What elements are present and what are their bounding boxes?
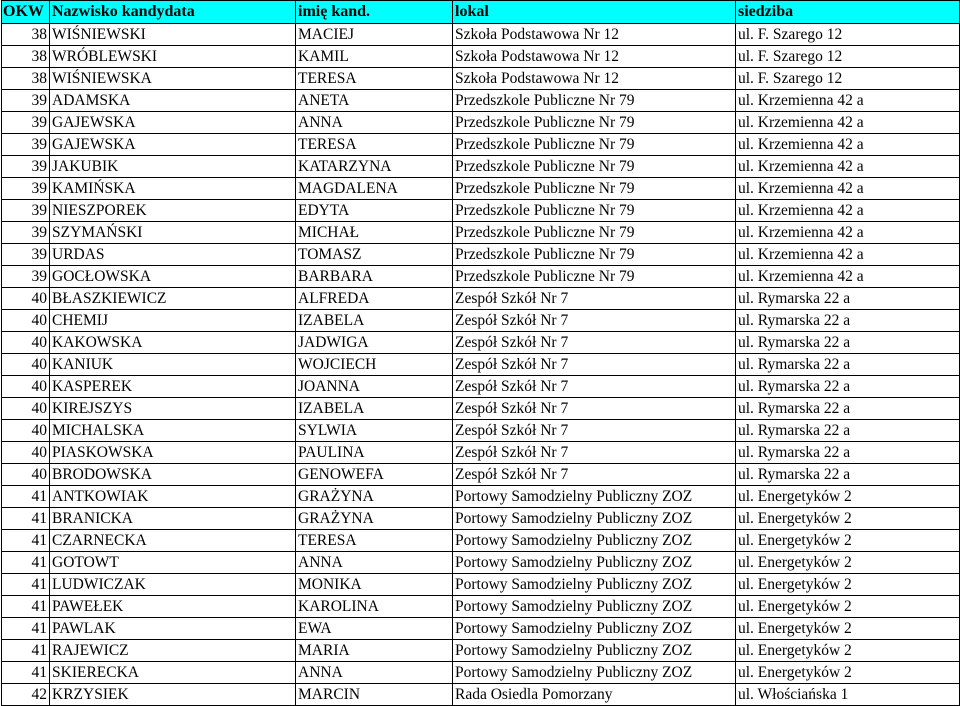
cell-siedziba: ul. Rymarska 22 a (736, 332, 960, 354)
cell-siedziba: ul. Krzemienna 42 a (736, 156, 960, 178)
table-row (2, 574, 960, 596)
cell-nazwisko: WIŚNIEWSKA (50, 68, 296, 90)
cell-siedziba: ul. Energetyków 2 (736, 574, 960, 596)
header-okw: OKW (2, 1, 50, 24)
cell-nazwisko: PAWLAK (50, 618, 296, 640)
cell-lokal: Przedszkole Publiczne Nr 79 (453, 222, 736, 244)
table-row (2, 90, 960, 112)
cell-siedziba: ul. Energetyków 2 (736, 486, 960, 508)
cell-siedziba: ul. Krzemienna 42 a (736, 178, 960, 200)
cell-lokal: Zespół Szkół Nr 7 (453, 464, 736, 486)
cell-lokal: Portowy Samodzielny Publiczny ZOZ (453, 508, 736, 530)
cell-siedziba: ul. Energetyków 2 (736, 596, 960, 618)
cell-imie: JOANNA (296, 376, 453, 398)
cell-siedziba: ul. Krzemienna 42 a (736, 266, 960, 288)
cell-okw: 39 (2, 90, 50, 112)
table-row (2, 508, 960, 530)
cell-lokal: Zespół Szkół Nr 7 (453, 376, 736, 398)
table-row (2, 376, 960, 398)
cell-okw: 39 (2, 134, 50, 156)
cell-lokal: Przedszkole Publiczne Nr 79 (453, 200, 736, 222)
cell-okw: 38 (2, 46, 50, 68)
cell-lokal: Przedszkole Publiczne Nr 79 (453, 90, 736, 112)
cell-okw: 41 (2, 486, 50, 508)
cell-nazwisko: NIESZPOREK (50, 200, 296, 222)
cell-nazwisko: ANTKOWIAK (50, 486, 296, 508)
cell-lokal: Szkoła Podstawowa Nr 12 (453, 46, 736, 68)
cell-lokal: Zespół Szkół Nr 7 (453, 420, 736, 442)
cell-okw: 39 (2, 266, 50, 288)
cell-okw: 40 (2, 398, 50, 420)
table-row (2, 288, 960, 310)
table-row (2, 662, 960, 684)
cell-nazwisko: SZYMAŃSKI (50, 222, 296, 244)
cell-lokal: Zespół Szkół Nr 7 (453, 310, 736, 332)
cell-imie: GRAŻYNA (296, 486, 453, 508)
cell-okw: 41 (2, 596, 50, 618)
header-imie: imię kand. (296, 1, 453, 24)
cell-nazwisko: RAJEWICZ (50, 640, 296, 662)
cell-lokal: Zespół Szkół Nr 7 (453, 442, 736, 464)
table-row (2, 310, 960, 332)
cell-okw: 39 (2, 156, 50, 178)
cell-imie: TERESA (296, 134, 453, 156)
table-row (2, 112, 960, 134)
cell-siedziba: ul. Energetyków 2 (736, 530, 960, 552)
cell-imie: MICHAŁ (296, 222, 453, 244)
table-body (2, 24, 960, 706)
cell-lokal: Portowy Samodzielny Publiczny ZOZ (453, 486, 736, 508)
cell-lokal: Przedszkole Publiczne Nr 79 (453, 156, 736, 178)
cell-lokal: Zespół Szkół Nr 7 (453, 398, 736, 420)
cell-imie: GRAŻYNA (296, 508, 453, 530)
cell-siedziba: ul. Krzemienna 42 a (736, 244, 960, 266)
cell-siedziba: ul. Rymarska 22 a (736, 354, 960, 376)
cell-nazwisko: WIŚNIEWSKI (50, 24, 296, 46)
cell-nazwisko: CHEMIJ (50, 310, 296, 332)
cell-siedziba: ul. Krzemienna 42 a (736, 134, 960, 156)
cell-siedziba: ul. Energetyków 2 (736, 618, 960, 640)
cell-nazwisko: WRÓBLEWSKI (50, 46, 296, 68)
cell-okw: 40 (2, 442, 50, 464)
cell-lokal: Przedszkole Publiczne Nr 79 (453, 112, 736, 134)
table-row (2, 420, 960, 442)
cell-nazwisko: BRODOWSKA (50, 464, 296, 486)
table-row (2, 134, 960, 156)
candidates-table (1, 0, 960, 706)
table-row (2, 530, 960, 552)
cell-imie: ANNA (296, 112, 453, 134)
table-row (2, 354, 960, 376)
cell-siedziba: ul. Rymarska 22 a (736, 464, 960, 486)
table-row (2, 24, 960, 46)
table-row (2, 398, 960, 420)
cell-nazwisko: GOCŁOWSKA (50, 266, 296, 288)
cell-nazwisko: KASPEREK (50, 376, 296, 398)
cell-okw: 40 (2, 464, 50, 486)
cell-okw: 42 (2, 684, 50, 706)
cell-imie: WOJCIECH (296, 354, 453, 376)
table-row (2, 68, 960, 90)
cell-nazwisko: KRZYSIEK (50, 684, 296, 706)
cell-siedziba: ul. Energetyków 2 (736, 552, 960, 574)
cell-okw: 38 (2, 24, 50, 46)
cell-imie: MARCIN (296, 684, 453, 706)
cell-okw: 41 (2, 662, 50, 684)
table-row (2, 640, 960, 662)
cell-imie: KAROLINA (296, 596, 453, 618)
table-row (2, 552, 960, 574)
cell-imie: ANNA (296, 662, 453, 684)
cell-siedziba: ul. Rymarska 22 a (736, 420, 960, 442)
table-row (2, 684, 960, 706)
cell-imie: ALFREDA (296, 288, 453, 310)
cell-siedziba: ul. Energetyków 2 (736, 640, 960, 662)
cell-siedziba: ul. F. Szarego 12 (736, 46, 960, 68)
cell-nazwisko: PAWEŁEK (50, 596, 296, 618)
cell-imie: ANNA (296, 552, 453, 574)
cell-nazwisko: BRANICKA (50, 508, 296, 530)
table-row (2, 222, 960, 244)
cell-siedziba: ul. Włościańska 1 (736, 684, 960, 706)
cell-nazwisko: KAKOWSKA (50, 332, 296, 354)
cell-imie: KAMIL (296, 46, 453, 68)
cell-okw: 41 (2, 618, 50, 640)
cell-okw: 40 (2, 310, 50, 332)
cell-lokal: Przedszkole Publiczne Nr 79 (453, 134, 736, 156)
table-row (2, 332, 960, 354)
table-row (2, 178, 960, 200)
cell-siedziba: ul. Rymarska 22 a (736, 442, 960, 464)
cell-okw: 39 (2, 200, 50, 222)
cell-nazwisko: URDAS (50, 244, 296, 266)
cell-siedziba: ul. Rymarska 22 a (736, 310, 960, 332)
cell-imie: EDYTA (296, 200, 453, 222)
header-lokal: lokal (453, 1, 736, 24)
table-row (2, 486, 960, 508)
cell-imie: JADWIGA (296, 332, 453, 354)
cell-nazwisko: GOTOWT (50, 552, 296, 574)
table-row (2, 244, 960, 266)
cell-lokal: Zespół Szkół Nr 7 (453, 332, 736, 354)
cell-okw: 41 (2, 640, 50, 662)
cell-imie: MACIEJ (296, 24, 453, 46)
cell-lokal: Przedszkole Publiczne Nr 79 (453, 266, 736, 288)
cell-lokal: Rada Osiedla Pomorzany (453, 684, 736, 706)
cell-lokal: Przedszkole Publiczne Nr 79 (453, 178, 736, 200)
cell-siedziba: ul. F. Szarego 12 (736, 68, 960, 90)
cell-siedziba: ul. Rymarska 22 a (736, 288, 960, 310)
cell-imie: IZABELA (296, 398, 453, 420)
cell-nazwisko: KANIUK (50, 354, 296, 376)
cell-siedziba: ul. Krzemienna 42 a (736, 90, 960, 112)
cell-nazwisko: KIREJSZYS (50, 398, 296, 420)
cell-imie: ANETA (296, 90, 453, 112)
cell-okw: 40 (2, 288, 50, 310)
cell-imie: PAULINA (296, 442, 453, 464)
cell-nazwisko: JAKUBIK (50, 156, 296, 178)
cell-lokal: Portowy Samodzielny Publiczny ZOZ (453, 596, 736, 618)
cell-lokal: Zespół Szkół Nr 7 (453, 354, 736, 376)
cell-imie: GENOWEFA (296, 464, 453, 486)
header-nazwisko: Nazwisko kandydata (50, 1, 296, 24)
cell-okw: 39 (2, 178, 50, 200)
table-row (2, 442, 960, 464)
table-row (2, 46, 960, 68)
cell-imie: IZABELA (296, 310, 453, 332)
cell-imie: MONIKA (296, 574, 453, 596)
cell-lokal: Portowy Samodzielny Publiczny ZOZ (453, 640, 736, 662)
cell-okw: 41 (2, 574, 50, 596)
table-row (2, 618, 960, 640)
cell-siedziba: ul. Energetyków 2 (736, 508, 960, 530)
cell-imie: KATARZYNA (296, 156, 453, 178)
table-row (2, 266, 960, 288)
cell-okw: 41 (2, 530, 50, 552)
cell-lokal: Portowy Samodzielny Publiczny ZOZ (453, 530, 736, 552)
cell-nazwisko: ADAMSKA (50, 90, 296, 112)
cell-lokal: Szkoła Podstawowa Nr 12 (453, 24, 736, 46)
cell-lokal: Zespół Szkół Nr 7 (453, 288, 736, 310)
cell-lokal: Portowy Samodzielny Publiczny ZOZ (453, 552, 736, 574)
cell-siedziba: ul. Rymarska 22 a (736, 376, 960, 398)
cell-okw: 40 (2, 332, 50, 354)
cell-okw: 39 (2, 222, 50, 244)
cell-nazwisko: KAMIŃSKA (50, 178, 296, 200)
cell-nazwisko: GAJEWSKA (50, 134, 296, 156)
table-header-row (2, 1, 960, 24)
cell-lokal: Portowy Samodzielny Publiczny ZOZ (453, 618, 736, 640)
cell-okw: 39 (2, 112, 50, 134)
table-row (2, 464, 960, 486)
table-row (2, 200, 960, 222)
cell-siedziba: ul. F. Szarego 12 (736, 24, 960, 46)
cell-lokal: Szkoła Podstawowa Nr 12 (453, 68, 736, 90)
header-siedziba: siedziba (736, 1, 960, 24)
cell-okw: 40 (2, 376, 50, 398)
cell-lokal: Portowy Samodzielny Publiczny ZOZ (453, 662, 736, 684)
cell-imie: TOMASZ (296, 244, 453, 266)
table-row (2, 156, 960, 178)
cell-lokal: Przedszkole Publiczne Nr 79 (453, 244, 736, 266)
cell-nazwisko: LUDWICZAK (50, 574, 296, 596)
cell-imie: SYLWIA (296, 420, 453, 442)
cell-imie: EWA (296, 618, 453, 640)
cell-okw: 38 (2, 68, 50, 90)
cell-lokal: Portowy Samodzielny Publiczny ZOZ (453, 574, 736, 596)
cell-imie: TERESA (296, 68, 453, 90)
cell-imie: BARBARA (296, 266, 453, 288)
cell-okw: 41 (2, 508, 50, 530)
cell-okw: 40 (2, 354, 50, 376)
cell-imie: MAGDALENA (296, 178, 453, 200)
cell-nazwisko: BŁASZKIEWICZ (50, 288, 296, 310)
table-row (2, 596, 960, 618)
cell-nazwisko: MICHALSKA (50, 420, 296, 442)
cell-nazwisko: CZARNECKA (50, 530, 296, 552)
cell-nazwisko: SKIERECKA (50, 662, 296, 684)
cell-siedziba: ul. Krzemienna 42 a (736, 222, 960, 244)
cell-okw: 39 (2, 244, 50, 266)
cell-siedziba: ul. Krzemienna 42 a (736, 200, 960, 222)
cell-nazwisko: GAJEWSKA (50, 112, 296, 134)
cell-imie: MARIA (296, 640, 453, 662)
cell-siedziba: ul. Rymarska 22 a (736, 398, 960, 420)
cell-nazwisko: PIASKOWSKA (50, 442, 296, 464)
cell-siedziba: ul. Krzemienna 42 a (736, 112, 960, 134)
cell-imie: TERESA (296, 530, 453, 552)
cell-siedziba: ul. Energetyków 2 (736, 662, 960, 684)
cell-okw: 41 (2, 552, 50, 574)
cell-okw: 40 (2, 420, 50, 442)
